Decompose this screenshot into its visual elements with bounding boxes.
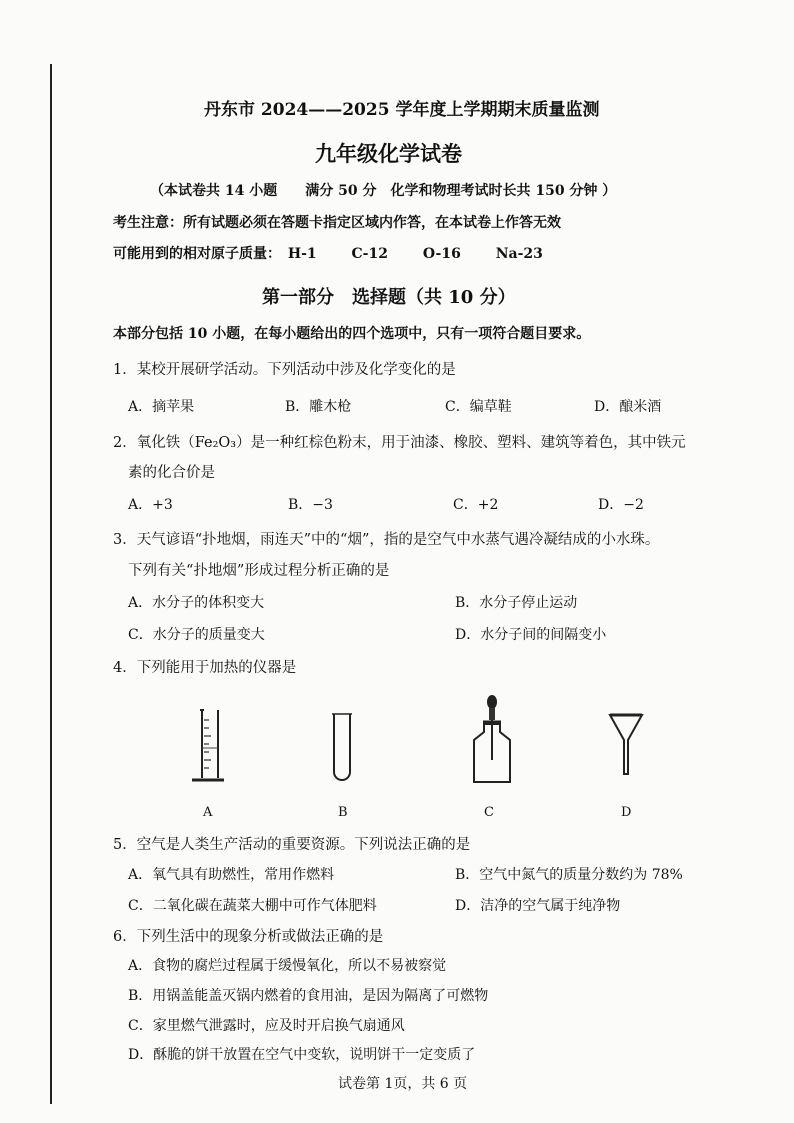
- q4-label-c: C: [484, 805, 494, 820]
- q5-option-b: B．空气中氮气的质量分数约为 78%: [455, 867, 683, 883]
- question-5-stem: 5．空气是人类生产活动的重要资源。下列说法正确的是: [113, 837, 471, 853]
- q3-option-b: B．水分子停止运动: [455, 595, 578, 611]
- q6-option-b: B．用锅盖能盖灭锅内燃着的食用油，是因为隔离了可燃物: [128, 988, 489, 1004]
- atomic-mass-line: [113, 243, 543, 263]
- question-6-stem: 6．下列生活中的现象分析或做法正确的是: [113, 929, 384, 945]
- q2-option-c: C．+2: [453, 497, 499, 513]
- q5-option-a: A．氧气具有助燃性，常用作燃料: [128, 867, 335, 883]
- q3-option-c: C．水分子的质量变大: [128, 627, 265, 643]
- graduated-cylinder-icon: [190, 708, 224, 784]
- q2-option-a: A．+3: [128, 497, 173, 513]
- atomic-mass-o: O-16: [422, 246, 461, 262]
- q6-option-c: C．家里燃气泄露时，应及时开启换气扇通风: [128, 1018, 405, 1034]
- question-2-stem-line2: 素的化合价是: [128, 465, 215, 481]
- q4-label-a: A: [203, 805, 213, 820]
- section-title: 第一部分 选择题（共 10 分）: [262, 287, 516, 308]
- q3-option-d: D．水分子间的间隔变小: [455, 627, 607, 643]
- atomic-mass-na: Na-23: [495, 246, 543, 262]
- exam-info: （本试卷共 14 小题 满分 50 分 化学和物理考试时长共 150 分钟 ）: [150, 183, 617, 199]
- q2-option-d: D．−2: [598, 497, 644, 513]
- atomic-mass-h: H-1: [287, 246, 317, 262]
- page-footer: 试卷第 1页，共 6 页: [338, 1076, 468, 1092]
- q5-option-c: C．二氧化碳在蔬菜大棚中可作气体肥料: [128, 898, 377, 914]
- exam-title: 丹东市 2024——2025 学年度上学期期末质量监测: [204, 100, 600, 120]
- question-4-stem: 4．下列能用于加热的仪器是: [113, 660, 297, 676]
- test-tube-icon: [330, 712, 354, 784]
- q3-option-a: A．水分子的体积变大: [128, 595, 265, 611]
- question-1-stem: 1．某校开展研学活动。下列活动中涉及化学变化的是: [113, 362, 456, 378]
- exam-subtitle: 九年级化学试卷: [315, 141, 462, 166]
- atomic-mass-c: C-12: [351, 246, 388, 262]
- dropper-bottle-icon: [470, 694, 514, 786]
- q4-label-b: B: [338, 805, 348, 820]
- q6-option-a: A．食物的腐烂过程属于缓慢氧化，所以不易被察觉: [128, 958, 447, 974]
- atomic-mass-label: 可能用到的相对原子质量：: [113, 246, 281, 262]
- q6-option-d: D．酥脆的饼干放置在空气中变软，说明饼干一定变质了: [128, 1047, 476, 1063]
- question-3-stem-line1: 3．天气谚语“扑地烟，雨连天”中的“烟”，指的是空气中水蒸气遇冷凝结成的小水珠。: [113, 532, 660, 548]
- q2-option-b: B．−3: [288, 497, 333, 513]
- binding-margin-line: [50, 64, 52, 1104]
- question-3-stem-line2: 下列有关“扑地烟”形成过程分析正确的是: [128, 563, 390, 579]
- q1-option-a: A．摘苹果: [128, 399, 195, 415]
- q1-option-d: D．酿米酒: [594, 399, 662, 415]
- candidate-notice: 考生注意：所有试题必须在答题卡指定区域内作答，在本试卷上作答无效: [113, 215, 561, 231]
- section-instruction: 本部分包括 10 小题，在每小题给出的四个选项中，只有一项符合题目要求。: [113, 326, 591, 342]
- q5-option-d: D．洁净的空气属于纯净物: [455, 898, 621, 914]
- q1-option-c: C．编草鞋: [445, 399, 512, 415]
- q1-option-b: B．雕木枪: [285, 399, 352, 415]
- funnel-icon: [608, 712, 644, 778]
- q4-label-d: D: [621, 805, 632, 820]
- question-2-stem-line1: 2．氧化铁（Fe₂O₃）是一种红棕色粉末，用于油漆、橡胶、塑料、建筑等着色，其中铁元: [113, 435, 686, 451]
